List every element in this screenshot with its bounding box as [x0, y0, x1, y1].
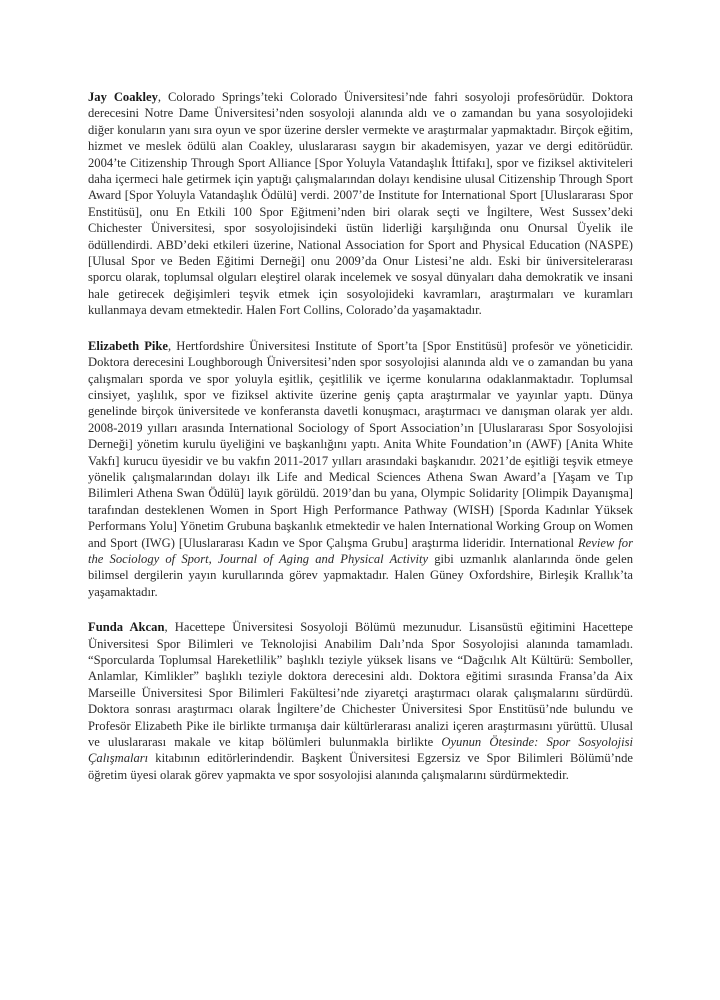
- bio-text-continued: kitabının editörlerindendir. Başkent Üniversitesi Egzersiz ve Spor Bilimleri Bölümü’nde öğretim üyesi olarak görev yapmakta ve spor sosyolojisi alanında çalışmalarını sürdürmektedir.: [88, 751, 633, 782]
- bio-text-continued: gibi uzmanlık alanlarında önde gelen bilimsel dergilerin yayın kurullarında görev yapmaktadır. Halen Güney Oxfordshire, Birleşik Krallık’ta yaşamaktadır.: [88, 551, 633, 599]
- author-name: Funda Akcan: [88, 620, 165, 635]
- book-title: Oyunun Ötesinde: Spor Sosyolojisi Çalışmaları: [88, 735, 633, 766]
- page-body: [88, 89, 633, 802]
- bio-text: , Hacettepe Üniversitesi Sosyoloji Bölümü mezunudur. Lisansüstü eğitimini Hacettepe Üniversitesi Spor Bilimleri ve Teknolojisi Anabilim Dalı’nda Spor Sosyolojisi alanında tamamladı. “Sporcularda Toplumsal Hareketlilik” başlıklı teziyle yüksek lisans ve “Dağcılık Alt Kültürü: Semboller, Anlamlar, Kimlikler” başlıklı teziyle doktora derecesini aldı. Doktora eğitimi sırasında Fransa’da Aix Marseille Üniversitesi Spor Bilimleri Fakültesi’nde ziyaretçi araştırmacı olarak çalışmalarını sürdürdü. Doktora sonrası araştırmacı olarak İngiltere’de Chichester Üniversitesi Spor Enstitüsü’nde bulundu ve Profesör Elizabeth Pike ile birlikte tırmanışa dair kültürlerarası analizi içeren araştırmasını yürüttü. Ulusal ve uluslararası makale ve kitap bölümleri bulunmakla birlikte: [88, 620, 633, 750]
- bio-elizabeth-pike: [88, 338, 633, 601]
- bio-funda-akcan: [88, 619, 633, 783]
- author-name: Elizabeth Pike: [88, 338, 168, 353]
- bio-text: , Colorado Springs’teki Colorado Üniversitesi’nde fahri sosyoloji profesörüdür. Doktora derecesini Notre Dame Üniversitesi’nden sosyoloji alanında aldı ve o zamandan bu yana sosyolojideki diğer konuların yanı sıra oyun ve spor üzerine dersler vermekte ve araştırmalar yapmaktadır. Birçok eğitim, hizmet ve meslek ödülü alan Coakley, uluslararası saygın bir akademisyen, yazar ve dergi editörüdür. 2004’te Citizenship Through Sport Alliance [Spor Yoluyla Vatandaşlık İttifakı], spor ve fiziksel aktiviteleri daha içermeci hale getirmek için yaptığı çalışmalarından dolayı kendisine ulusal Citizenship Through Sport Award [Spor Yoluyla Vatandaşlık Ödülü] verdi. 2007’de Institute for International Sport [Uluslararası Spor Enstitüsü], onu En Etkili 100 Spor Eğitmeni’nden biri olarak seçti ve İngiltere, West Sussex’deki Chichester Üniversitesi, spor sosyolojisindeki üstün liderliği karşılığında onu Onursal Üyelik ile ödüllendirdi. ABD’deki etkileri üzerine, National Association for Sport and Physical Education (NASPE) [Ulusal Spor ve Beden Eğitimi Derneği] onu 2009’da Onur Listesi’ne aldı. Eski bir üniversitelerarası sporcu olarak, toplumsal olguları eleştirel olarak incelemek ve sosyal dünyaları daha demokratik ve insani hale getirecek değişimleri teşvik etmek için sosyolojideki kavramları, araştırmaları ve kuramları kullanmaya devam etmektedir. Halen Fort Collins, Colorado’da yaşamaktadır.: [88, 90, 633, 318]
- bio-jay-coakley: [88, 89, 633, 319]
- journal-titles: Review for the Sociology of Sport, Journal of Aging and Physical Activity: [88, 535, 633, 566]
- author-name: Jay Coakley: [88, 90, 158, 104]
- bio-text: , Hertfordshire Üniversitesi Institute of Sport’ta [Spor Enstitüsü] profesör ve yöneticidir. Doktora derecesini Loughborough Üniversitesi’nden spor sosyolojisi alanında aldı ve o zamandan bu yana çalışmaları sporda ve spor yoluyla eşitlik, çeşitlilik ve içerme konularına odaklanmaktadır. Toplumsal cinsiyet, yaşlılık, spor ve fiziksel aktivite üzerine geniş çapta araştırmalar ve yayınlar yaptı. Dünya genelinde birçok üniversitede ve konferansta davetli konuşmacı, araştırmacı ve danışman olarak yer aldı. 2008-2019 yılları arasında International Sociology of Sport Association’ın [Uluslararası Spor Sosyolojisi Derneği] yönetim kurulu üyeliğini ve başkanlığını yaptı. Anita White Foundation’ın (AWF) [Anita White Vakfı] kurucu üyesidir ve bu vakfın 2011-2017 yılları arasındaki başkanıdır. 2021’de eşitliği teşvik etmeye yönelik çalışmalarından dolayı ilk Life and Medical Sciences Athena Swan Award’a [Yaşam ve Tıp Bilimleri Athena Swan Ödülü] layık görüldü. 2019’dan bu yana, Olympic Solidarity [Olimpik Dayanışma] tarafından desteklenen Women in Sport High Performance Pathway (WISH) [Sporda Kadınlar Yüksek Performans Yolu] Yönetim Grubuna başkanlık etmektedir ve halen International Working Group on Women and Sport (IWG) [Uluslararası Kadın ve Spor Çalışma Grubu] araştırma lideridir. International: [88, 338, 633, 550]
